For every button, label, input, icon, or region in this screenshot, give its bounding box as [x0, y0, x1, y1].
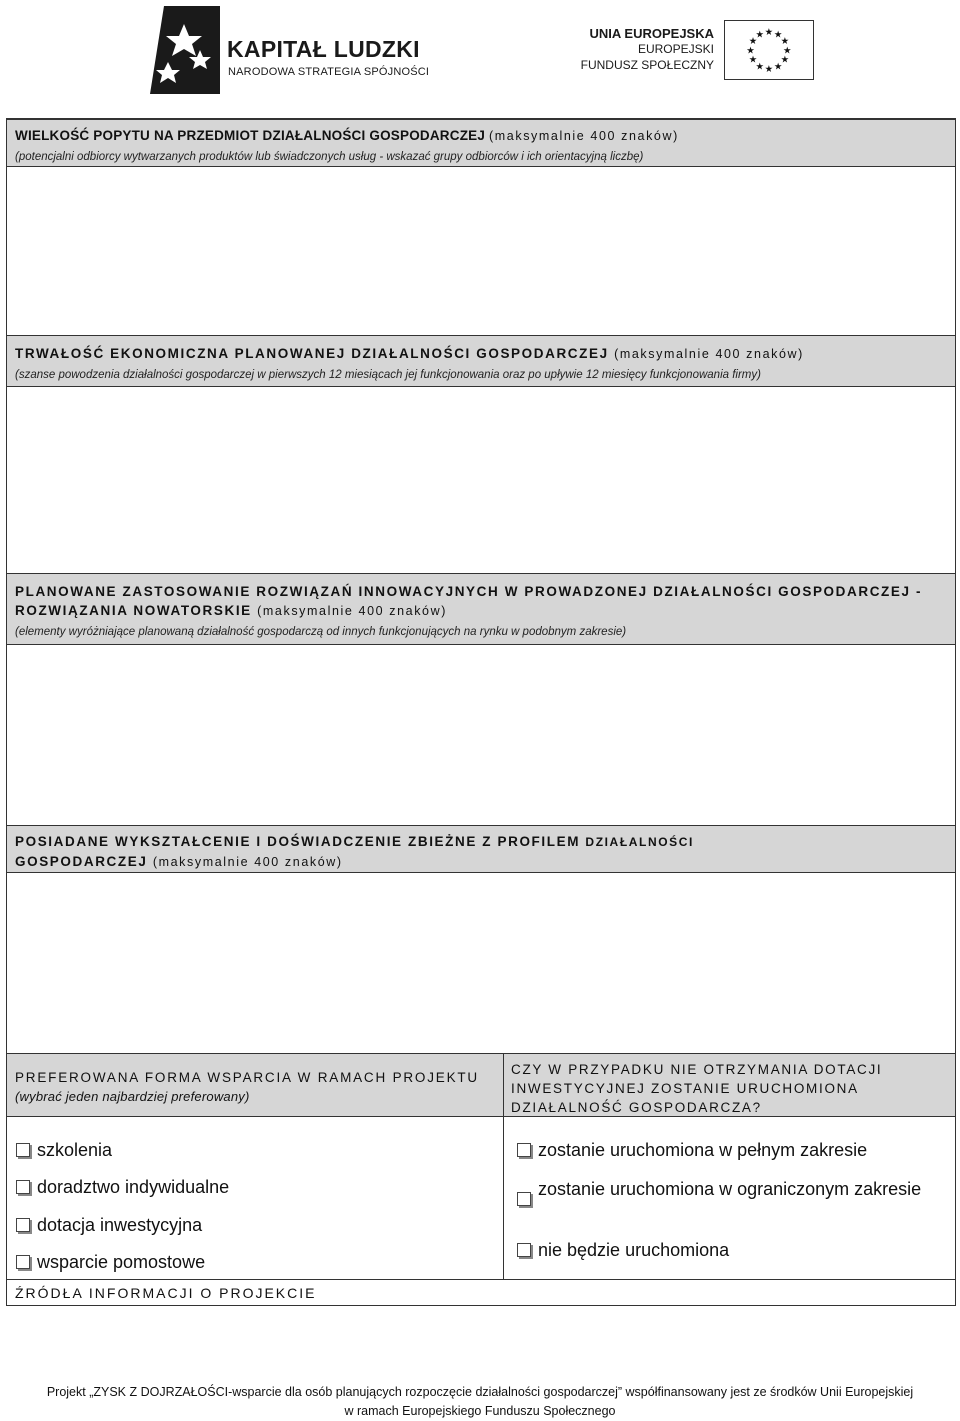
- dotacja-checkbox-nie[interactable]: [517, 1243, 531, 1257]
- forma-option-doradztwo: doradztwo indywidualne: [37, 1177, 230, 1197]
- dotacja-header: CZY W PRZYPADKU NIE OTRZYMANIA DOTACJI INWESTYCYJNEJ ZOSTANIE URUCHOMIONA DZIAŁALNOŚĆ GOSPODARCZA?: [503, 1053, 955, 1117]
- eu-star-icon: ★: [783, 45, 792, 57]
- section-header-wyksztalcenie: [7, 825, 955, 873]
- eu-star-icon: ★: [773, 29, 783, 41]
- dotacja-checkbox-ograniczony[interactable]: [517, 1192, 531, 1206]
- answer-area-trwalosc[interactable]: [7, 387, 955, 573]
- section-title-wyksztalcenie: POSIADANE WYKSZTAŁCENIE I DOŚWIADCZENIE ZBIEŻNE Z PROFILEM DZIAŁALNOŚCI GOSPODARCZEJ (maksymalnie 400 znaków): [15, 834, 694, 869]
- eu-line-3: FUNDUSZ SPOŁECZNY: [580, 58, 714, 72]
- answer-area-popyt[interactable]: [7, 167, 955, 335]
- section-header-popyt: [7, 119, 955, 167]
- forma-header: PREFEROWANA FORMA WSPARCIA W RAMACH PROJEKTU (wybrać jeden najbardziej preferowany): [7, 1053, 504, 1117]
- eu-star-icon: ★: [764, 27, 774, 39]
- forma-checkbox-doradztwo[interactable]: [16, 1180, 30, 1194]
- eu-star-icon: ★: [780, 54, 790, 66]
- kapital-ludzki-title: KAPITAŁ LUDZKI: [227, 36, 420, 62]
- eu-star-icon: ★: [764, 63, 774, 75]
- forma-checkbox-szkolenia[interactable]: [16, 1143, 30, 1157]
- kapital-ludzki-subtitle: NARODOWA STRATEGIA SPÓJNOŚCI: [228, 66, 430, 78]
- eu-star-icon: ★: [780, 36, 790, 48]
- section-hint-innowacje: (elementy wyróżniające planowaną działalność gospodarczą od innych funkcjonujących na rynku w podobnym zakresie): [15, 626, 627, 638]
- eu-line-2: EUROPEJSKI: [637, 42, 714, 56]
- section-title-popyt: WIELKOŚĆ POPYTU NA PRZEDMIOT DZIAŁALNOŚCI GOSPODARCZEJ (maksymalnie 400 znaków): [15, 128, 679, 143]
- section-title-trwalosc: TRWAŁOŚĆ EKONOMICZNA PLANOWANEJ DZIAŁALNOŚCI GOSPODARCZEJ (maksymalnie 400 znaków): [15, 346, 804, 361]
- answer-area-wyksztalcenie[interactable]: [7, 873, 955, 1053]
- section-hint-popyt: (potencjalni odbiorcy wytwarzanych produktów lub świadczonych usług - wskazać grupy odbiorców i ich orientacyjną liczbę): [15, 151, 644, 163]
- footer-line-2: w ramach Europejskiego Funduszu Społecznego: [344, 1404, 616, 1418]
- dotacja-option-pelny: zostanie uruchomiona w pełnym zakresie: [538, 1140, 868, 1160]
- section-hint-trwalosc: (szanse powodzenia działalności gospodarczej w pierwszych 12 miesiącach jej funkcjonowania oraz po upływie 12 miesięcy funkcjonowania firmy): [15, 369, 761, 381]
- eu-star-icon: ★: [773, 61, 783, 73]
- page-footer: [0, 1383, 960, 1421]
- section-header-innowacje: [7, 573, 955, 645]
- section-header-trwalosc: [7, 335, 955, 387]
- forma-option-szkolenia: szkolenia: [37, 1140, 113, 1160]
- eu-logo: [580, 20, 818, 82]
- answer-area-innowacje[interactable]: [7, 645, 955, 825]
- eu-star-icon: ★: [746, 45, 755, 57]
- kapital-ludzki-logo: [150, 6, 450, 94]
- eu-flag-icon: [724, 20, 814, 80]
- dotacja-option-ograniczony: zostanie uruchomiona w ograniczonym zakresie: [538, 1179, 922, 1199]
- eu-star-icon: ★: [755, 29, 765, 41]
- zrodla-header: ŹRÓDŁA INFORMACJI O PROJEKCIE: [7, 1279, 955, 1305]
- eu-star-icon: ★: [748, 54, 758, 66]
- column-divider: [503, 1053, 504, 1279]
- forma-checkbox-dotacja[interactable]: [16, 1218, 30, 1232]
- forma-option-dotacja: dotacja inwestycyjna: [37, 1215, 203, 1235]
- application-form: [6, 118, 956, 1306]
- forma-option-pomostowe: wsparcie pomostowe: [37, 1252, 206, 1272]
- footer-line-1: Projekt „ZYSK Z DOJRZAŁOŚCI-wsparcie dla osób planujących rozpoczęcie działalności gospodarczej” współfinansowany jest ze środków Unii Europejskiej: [46, 1385, 914, 1399]
- section-title-innowacje: PLANOWANE ZASTOSOWANIE ROZWIĄZAŃ INNOWACYJNYCH W PROWADZONEJ DZIAŁALNOŚCI GOSPODARCZEJ - ROZWIĄZANIA NOWATORSKIE (maksymalnie 400 znaków): [15, 584, 923, 618]
- dotacja-option-nie: nie będzie uruchomiona: [538, 1240, 730, 1260]
- kapital-ludzki-mark-icon: [150, 6, 220, 94]
- forma-checkbox-pomostowe[interactable]: [16, 1255, 30, 1269]
- eu-star-icon: ★: [755, 61, 765, 73]
- eu-line-1: UNIA EUROPEJSKA: [589, 26, 714, 41]
- eu-star-icon: ★: [748, 36, 758, 48]
- dotacja-checkbox-pelny[interactable]: [517, 1143, 531, 1157]
